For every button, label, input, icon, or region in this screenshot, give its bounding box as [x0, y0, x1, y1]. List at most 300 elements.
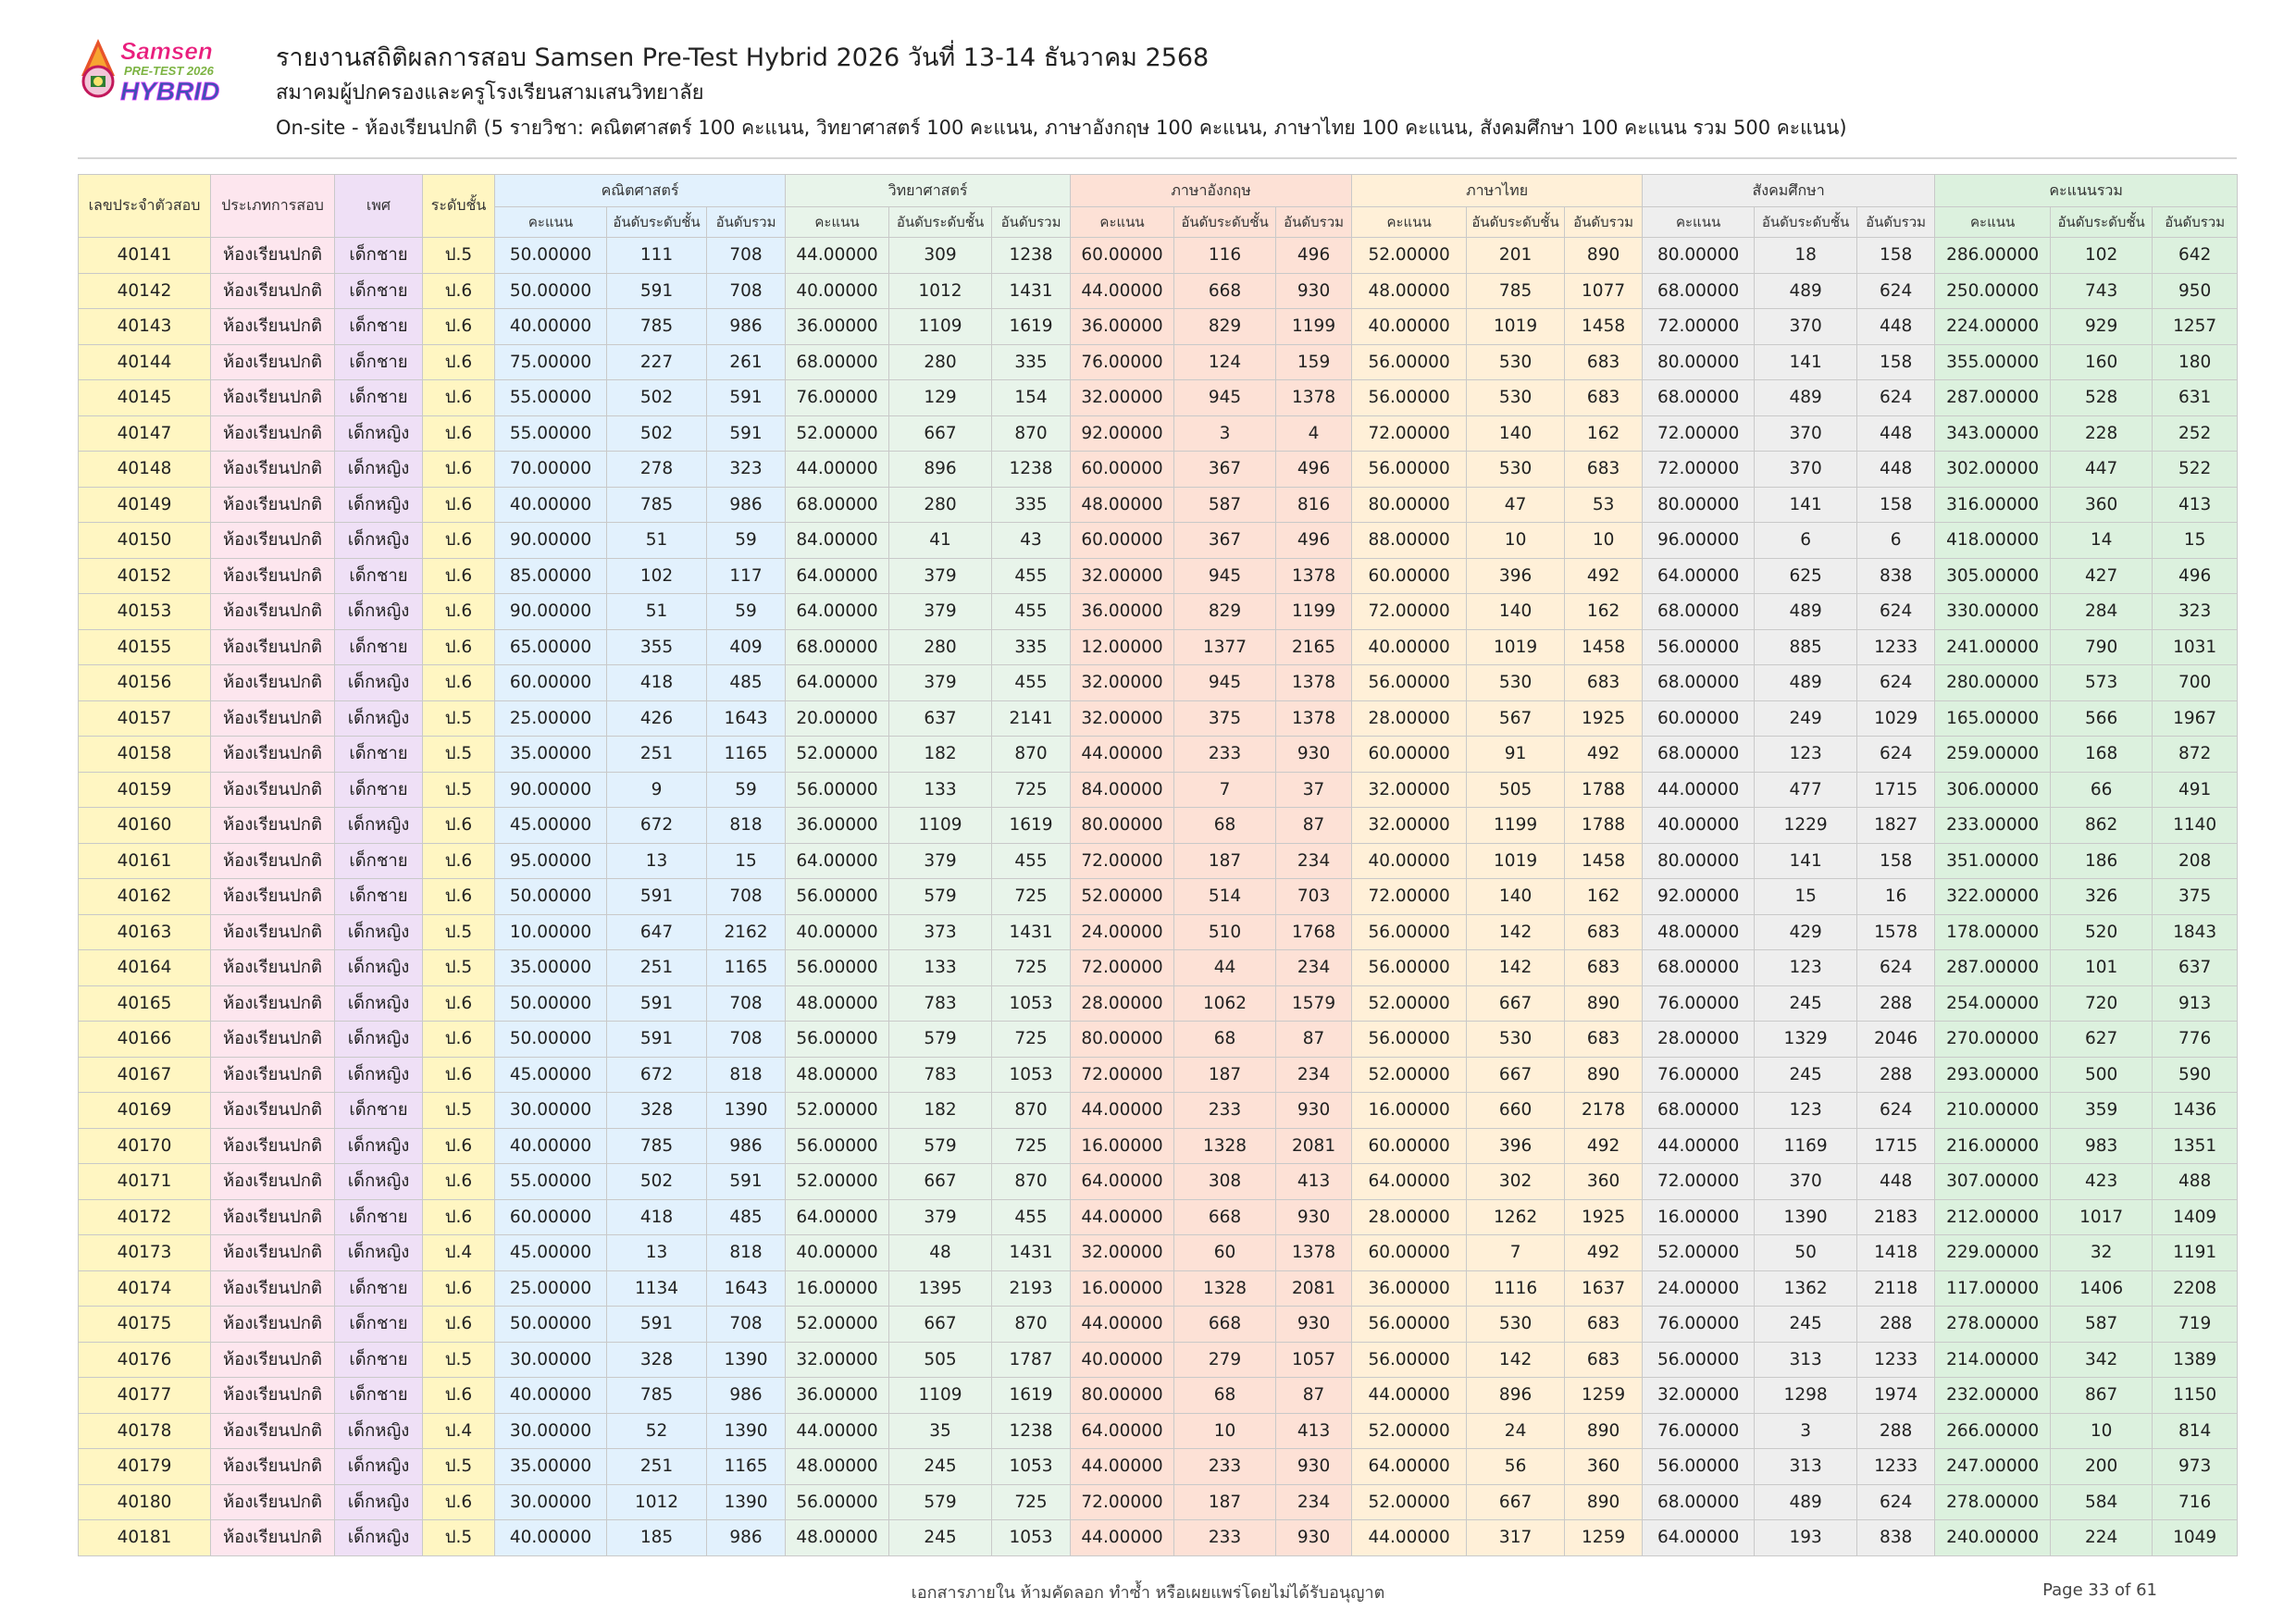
- cell-thai-grade-rank: 140: [1467, 594, 1565, 630]
- cell-social-grade-rank: 489: [1755, 380, 1857, 416]
- cell-social-grade-rank: 489: [1755, 1484, 1857, 1520]
- cell-grade-level: ป.5: [423, 772, 495, 808]
- cell-science-grade-rank: 1109: [889, 808, 992, 844]
- cell-english-overall-rank: 1579: [1276, 985, 1352, 1022]
- cell-exam-type: ห้องเรียนปกติ: [211, 344, 335, 380]
- cell-math-overall-rank: 708: [707, 879, 786, 915]
- cell-math-score: 50.00000: [495, 273, 607, 309]
- cell-exam-id: 40148: [79, 452, 211, 488]
- cell-thai-score: 60.00000: [1352, 1128, 1467, 1164]
- cell-english-score: 60.00000: [1071, 452, 1174, 488]
- cell-thai-overall-rank: 360: [1565, 1449, 1643, 1485]
- cell-science-overall-rank: 2193: [992, 1270, 1071, 1307]
- cell-thai-grade-rank: 1262: [1467, 1199, 1565, 1235]
- cell-math-score: 55.00000: [495, 415, 607, 452]
- cell-thai-score: 56.00000: [1352, 1307, 1467, 1343]
- cell-math-score: 40.00000: [495, 1378, 607, 1414]
- cell-science-grade-rank: 309: [889, 238, 992, 274]
- cell-total-score: 165.00000: [1935, 700, 2051, 737]
- cell-gender: เด็กหญิง: [335, 1022, 423, 1058]
- cell-exam-id: 40180: [79, 1484, 211, 1520]
- cell-social-score: 68.00000: [1643, 594, 1755, 630]
- cell-english-overall-rank: 413: [1276, 1164, 1352, 1200]
- cell-social-grade-rank: 245: [1755, 1057, 1857, 1093]
- cell-total-overall-rank: 1436: [2153, 1093, 2238, 1129]
- cell-science-score: 52.00000: [786, 737, 889, 773]
- table-row: [79, 238, 2238, 274]
- cell-social-grade-rank: 249: [1755, 700, 1857, 737]
- cell-thai-overall-rank: 683: [1565, 665, 1643, 701]
- cell-grade-level: ป.5: [423, 700, 495, 737]
- cell-math-score: 50.00000: [495, 985, 607, 1022]
- cell-total-grade-rank: 566: [2051, 700, 2153, 737]
- cell-social-overall-rank: 448: [1857, 452, 1935, 488]
- cell-social-grade-rank: 489: [1755, 594, 1857, 630]
- cell-english-score: 32.00000: [1071, 380, 1174, 416]
- cell-total-overall-rank: 1031: [2153, 629, 2238, 665]
- cell-math-grade-rank: 251: [607, 1449, 707, 1485]
- cell-science-grade-rank: 182: [889, 737, 992, 773]
- cell-social-score: 56.00000: [1643, 1342, 1755, 1378]
- cell-science-score: 36.00000: [786, 309, 889, 345]
- cell-english-overall-rank: 930: [1276, 1093, 1352, 1129]
- cell-exam-type: ห้องเรียนปกติ: [211, 629, 335, 665]
- cell-math-overall-rank: 1165: [707, 950, 786, 986]
- cell-social-overall-rank: 1827: [1857, 808, 1935, 844]
- cell-social-score: 92.00000: [1643, 879, 1755, 915]
- cell-math-grade-rank: 502: [607, 415, 707, 452]
- cell-english-grade-rank: 1377: [1174, 629, 1276, 665]
- cell-exam-id: 40142: [79, 273, 211, 309]
- cell-math-overall-rank: 15: [707, 843, 786, 879]
- cell-gender: เด็กชาย: [335, 629, 423, 665]
- cell-science-grade-rank: 133: [889, 950, 992, 986]
- cell-exam-id: 40169: [79, 1093, 211, 1129]
- cell-social-grade-rank: 370: [1755, 452, 1857, 488]
- cell-exam-id: 40170: [79, 1128, 211, 1164]
- cell-math-grade-rank: 785: [607, 487, 707, 523]
- cell-thai-overall-rank: 683: [1565, 380, 1643, 416]
- cell-total-grade-rank: 447: [2051, 452, 2153, 488]
- cell-math-grade-rank: 591: [607, 1022, 707, 1058]
- report-title: รายงานสถิติผลการสอบ Samsen Pre-Test Hybrid 2026 วันที่ 13-14 ธันวาคม 2568: [276, 43, 1210, 72]
- cell-social-score: 44.00000: [1643, 772, 1755, 808]
- cell-math-grade-rank: 355: [607, 629, 707, 665]
- cell-english-grade-rank: 308: [1174, 1164, 1276, 1200]
- cell-science-score: 52.00000: [786, 415, 889, 452]
- cell-math-grade-rank: 785: [607, 1128, 707, 1164]
- cell-thai-grade-rank: 530: [1467, 452, 1565, 488]
- cell-gender: เด็กหญิง: [335, 985, 423, 1022]
- cell-science-score: 48.00000: [786, 1057, 889, 1093]
- cell-total-overall-rank: 488: [2153, 1164, 2238, 1200]
- cell-grade-level: ป.6: [423, 344, 495, 380]
- cell-thai-grade-rank: 530: [1467, 1307, 1565, 1343]
- cell-exam-id: 40147: [79, 415, 211, 452]
- cell-thai-score: 28.00000: [1352, 700, 1467, 737]
- cell-math-score: 90.00000: [495, 772, 607, 808]
- cell-grade-level: ป.5: [423, 1449, 495, 1485]
- cell-science-grade-rank: 505: [889, 1342, 992, 1378]
- cell-english-score: 92.00000: [1071, 415, 1174, 452]
- cell-total-overall-rank: 1257: [2153, 309, 2238, 345]
- cell-science-score: 56.00000: [786, 1484, 889, 1520]
- cell-total-grade-rank: 326: [2051, 879, 2153, 915]
- cell-math-overall-rank: 1390: [707, 1342, 786, 1378]
- subheader-english-grade-rank: อันดับระดับชั้น: [1174, 207, 1276, 238]
- cell-total-grade-rank: 14: [2051, 523, 2153, 559]
- cell-total-score: 270.00000: [1935, 1022, 2051, 1058]
- cell-english-overall-rank: 930: [1276, 1449, 1352, 1485]
- cell-science-score: 64.00000: [786, 843, 889, 879]
- cell-thai-score: 56.00000: [1352, 344, 1467, 380]
- cell-math-grade-rank: 251: [607, 737, 707, 773]
- cell-exam-type: ห้องเรียนปกติ: [211, 415, 335, 452]
- cell-exam-id: 40177: [79, 1378, 211, 1414]
- cell-thai-grade-rank: 1019: [1467, 309, 1565, 345]
- table-row: [79, 452, 2238, 488]
- cell-exam-id: 40166: [79, 1022, 211, 1058]
- cell-math-grade-rank: 9: [607, 772, 707, 808]
- cell-math-grade-rank: 51: [607, 523, 707, 559]
- cell-gender: เด็กหญิง: [335, 1449, 423, 1485]
- cell-exam-id: 40158: [79, 737, 211, 773]
- cell-exam-id: 40157: [79, 700, 211, 737]
- cell-science-grade-rank: 579: [889, 879, 992, 915]
- cell-total-overall-rank: 2208: [2153, 1270, 2238, 1307]
- cell-exam-id: 40141: [79, 238, 211, 274]
- cell-thai-grade-rank: 140: [1467, 415, 1565, 452]
- cell-english-grade-rank: 668: [1174, 1199, 1276, 1235]
- cell-total-overall-rank: 590: [2153, 1057, 2238, 1093]
- cell-exam-type: ห้องเรียนปกติ: [211, 665, 335, 701]
- cell-thai-grade-rank: 201: [1467, 238, 1565, 274]
- cell-english-overall-rank: 2081: [1276, 1128, 1352, 1164]
- table-row: [79, 772, 2238, 808]
- cell-english-grade-rank: 44: [1174, 950, 1276, 986]
- cell-exam-type: ห้องเรียนปกติ: [211, 950, 335, 986]
- cell-social-overall-rank: 1233: [1857, 629, 1935, 665]
- cell-english-score: 28.00000: [1071, 985, 1174, 1022]
- cell-math-grade-rank: 785: [607, 309, 707, 345]
- cell-english-overall-rank: 234: [1276, 1057, 1352, 1093]
- cell-grade-level: ป.6: [423, 523, 495, 559]
- cell-grade-level: ป.6: [423, 380, 495, 416]
- cell-exam-id: 40179: [79, 1449, 211, 1485]
- cell-total-score: 240.00000: [1935, 1520, 2051, 1556]
- cell-gender: เด็กหญิง: [335, 1235, 423, 1271]
- cell-english-overall-rank: 234: [1276, 843, 1352, 879]
- cell-english-grade-rank: 1328: [1174, 1128, 1276, 1164]
- cell-gender: เด็กหญิง: [335, 1484, 423, 1520]
- cell-total-score: 418.00000: [1935, 523, 2051, 559]
- cell-social-overall-rank: 838: [1857, 558, 1935, 594]
- cell-math-grade-rank: 328: [607, 1342, 707, 1378]
- cell-grade-level: ป.6: [423, 1378, 495, 1414]
- cell-math-overall-rank: 708: [707, 238, 786, 274]
- cell-total-overall-rank: 631: [2153, 380, 2238, 416]
- cell-exam-id: 40153: [79, 594, 211, 630]
- cell-gender: เด็กชาย: [335, 1307, 423, 1343]
- cell-total-overall-rank: 1409: [2153, 1199, 2238, 1235]
- cell-social-overall-rank: 838: [1857, 1520, 1935, 1556]
- cell-math-score: 50.00000: [495, 1022, 607, 1058]
- cell-english-grade-rank: 945: [1174, 380, 1276, 416]
- cell-math-grade-rank: 111: [607, 238, 707, 274]
- cell-total-score: 306.00000: [1935, 772, 2051, 808]
- cell-science-grade-rank: 48: [889, 1235, 992, 1271]
- cell-math-score: 85.00000: [495, 558, 607, 594]
- cell-gender: เด็กชาย: [335, 380, 423, 416]
- cell-exam-type: ห้องเรียนปกติ: [211, 1270, 335, 1307]
- cell-social-overall-rank: 448: [1857, 309, 1935, 345]
- subheader-social-grade-rank: อันดับระดับชั้น: [1755, 207, 1857, 238]
- cell-science-score: 48.00000: [786, 985, 889, 1022]
- cell-thai-score: 64.00000: [1352, 1164, 1467, 1200]
- cell-english-score: 44.00000: [1071, 737, 1174, 773]
- cell-science-grade-rank: 667: [889, 415, 992, 452]
- cell-total-grade-rank: 32: [2051, 1235, 2153, 1271]
- cell-science-score: 36.00000: [786, 1378, 889, 1414]
- table-row: [79, 808, 2238, 844]
- cell-math-score: 95.00000: [495, 843, 607, 879]
- cell-english-overall-rank: 1378: [1276, 700, 1352, 737]
- cell-math-grade-rank: 1134: [607, 1270, 707, 1307]
- cell-exam-id: 40171: [79, 1164, 211, 1200]
- cell-science-score: 64.00000: [786, 1199, 889, 1235]
- cell-english-score: 44.00000: [1071, 1199, 1174, 1235]
- cell-science-grade-rank: 1395: [889, 1270, 992, 1307]
- cell-total-score: 316.00000: [1935, 487, 2051, 523]
- cell-english-grade-rank: 3: [1174, 415, 1276, 452]
- cell-grade-level: ป.5: [423, 238, 495, 274]
- cell-science-overall-rank: 455: [992, 843, 1071, 879]
- cell-science-score: 48.00000: [786, 1520, 889, 1556]
- cell-thai-overall-rank: 683: [1565, 1342, 1643, 1378]
- cell-exam-type: ห้องเรียนปกติ: [211, 380, 335, 416]
- cell-science-score: 48.00000: [786, 1449, 889, 1485]
- cell-thai-score: 88.00000: [1352, 523, 1467, 559]
- cell-total-score: 278.00000: [1935, 1484, 2051, 1520]
- cell-thai-grade-rank: 396: [1467, 558, 1565, 594]
- cell-math-score: 50.00000: [495, 238, 607, 274]
- cell-math-score: 35.00000: [495, 1449, 607, 1485]
- header-exam-id: เลขประจำตัวสอบ: [79, 175, 211, 238]
- cell-exam-type: ห้องเรียนปกติ: [211, 1449, 335, 1485]
- table-row: [79, 380, 2238, 416]
- cell-math-grade-rank: 647: [607, 914, 707, 950]
- cell-social-grade-rank: 18: [1755, 238, 1857, 274]
- cell-total-overall-rank: 637: [2153, 950, 2238, 986]
- cell-english-overall-rank: 1199: [1276, 309, 1352, 345]
- cell-total-overall-rank: 1049: [2153, 1520, 2238, 1556]
- cell-gender: เด็กชาย: [335, 238, 423, 274]
- cell-english-grade-rank: 7: [1174, 772, 1276, 808]
- cell-math-overall-rank: 591: [707, 380, 786, 416]
- cell-science-score: 44.00000: [786, 1413, 889, 1449]
- cell-math-score: 55.00000: [495, 380, 607, 416]
- cell-math-overall-rank: 261: [707, 344, 786, 380]
- subheader-thai-score: คะแนน: [1352, 207, 1467, 238]
- cell-thai-overall-rank: 890: [1565, 1413, 1643, 1449]
- cell-english-overall-rank: 87: [1276, 1022, 1352, 1058]
- cell-thai-score: 56.00000: [1352, 380, 1467, 416]
- cell-english-overall-rank: 496: [1276, 452, 1352, 488]
- cell-math-overall-rank: 708: [707, 985, 786, 1022]
- cell-social-score: 60.00000: [1643, 700, 1755, 737]
- cell-science-overall-rank: 1619: [992, 808, 1071, 844]
- cell-social-overall-rank: 1974: [1857, 1378, 1935, 1414]
- cell-science-overall-rank: 870: [992, 737, 1071, 773]
- cell-science-overall-rank: 1053: [992, 1520, 1071, 1556]
- table-row: [79, 1449, 2238, 1485]
- header-grade-level: ระดับชั้น: [423, 175, 495, 238]
- cell-thai-grade-rank: 530: [1467, 380, 1565, 416]
- cell-thai-score: 56.00000: [1352, 665, 1467, 701]
- cell-social-grade-rank: 6: [1755, 523, 1857, 559]
- cell-total-score: 307.00000: [1935, 1164, 2051, 1200]
- cell-english-overall-rank: 234: [1276, 1484, 1352, 1520]
- cell-social-score: 80.00000: [1643, 487, 1755, 523]
- cell-english-overall-rank: 1199: [1276, 594, 1352, 630]
- cell-english-score: 72.00000: [1071, 950, 1174, 986]
- cell-science-overall-rank: 870: [992, 1164, 1071, 1200]
- cell-english-overall-rank: 4: [1276, 415, 1352, 452]
- cell-total-grade-rank: 359: [2051, 1093, 2153, 1129]
- cell-gender: เด็กชาย: [335, 1093, 423, 1129]
- cell-english-score: 80.00000: [1071, 808, 1174, 844]
- cell-gender: เด็กชาย: [335, 737, 423, 773]
- cell-science-score: 40.00000: [786, 1235, 889, 1271]
- cell-social-overall-rank: 624: [1857, 665, 1935, 701]
- cell-exam-type: ห้องเรียนปกติ: [211, 1199, 335, 1235]
- cell-exam-id: 40173: [79, 1235, 211, 1271]
- cell-exam-type: ห้องเรียนปกติ: [211, 914, 335, 950]
- cell-science-grade-rank: 373: [889, 914, 992, 950]
- cell-science-grade-rank: 1012: [889, 273, 992, 309]
- cell-science-overall-rank: 1238: [992, 452, 1071, 488]
- cell-total-grade-rank: 1406: [2051, 1270, 2153, 1307]
- cell-thai-grade-rank: 530: [1467, 344, 1565, 380]
- cell-math-grade-rank: 591: [607, 879, 707, 915]
- cell-english-score: 44.00000: [1071, 1449, 1174, 1485]
- cell-science-grade-rank: 1109: [889, 309, 992, 345]
- cell-total-grade-rank: 587: [2051, 1307, 2153, 1343]
- cell-math-grade-rank: 52: [607, 1413, 707, 1449]
- cell-english-grade-rank: 116: [1174, 238, 1276, 274]
- cell-thai-score: 52.00000: [1352, 1413, 1467, 1449]
- cell-social-grade-rank: 123: [1755, 737, 1857, 773]
- cell-social-overall-rank: 1233: [1857, 1342, 1935, 1378]
- cell-total-grade-rank: 1017: [2051, 1199, 2153, 1235]
- cell-exam-id: 40172: [79, 1199, 211, 1235]
- cell-science-grade-rank: 379: [889, 665, 992, 701]
- cell-gender: เด็กชาย: [335, 273, 423, 309]
- cell-science-score: 68.00000: [786, 487, 889, 523]
- cell-exam-id: 40152: [79, 558, 211, 594]
- cell-exam-type: ห้องเรียนปกติ: [211, 1307, 335, 1343]
- cell-total-overall-rank: 522: [2153, 452, 2238, 488]
- cell-exam-type: ห้องเรียนปกติ: [211, 1378, 335, 1414]
- cell-english-grade-rank: 233: [1174, 1520, 1276, 1556]
- cell-science-score: 64.00000: [786, 594, 889, 630]
- cell-english-grade-rank: 233: [1174, 1449, 1276, 1485]
- cell-total-overall-rank: 208: [2153, 843, 2238, 879]
- cell-total-overall-rank: 700: [2153, 665, 2238, 701]
- cell-thai-score: 64.00000: [1352, 1449, 1467, 1485]
- cell-english-grade-rank: 668: [1174, 1307, 1276, 1343]
- cell-exam-type: ห้องเรียนปกติ: [211, 843, 335, 879]
- cell-social-grade-rank: 625: [1755, 558, 1857, 594]
- cell-total-grade-rank: 743: [2051, 273, 2153, 309]
- cell-social-overall-rank: 2183: [1857, 1199, 1935, 1235]
- cell-science-overall-rank: 335: [992, 487, 1071, 523]
- cell-math-overall-rank: 986: [707, 1128, 786, 1164]
- cell-english-grade-rank: 68: [1174, 1022, 1276, 1058]
- cell-social-overall-rank: 624: [1857, 380, 1935, 416]
- cell-total-overall-rank: 496: [2153, 558, 2238, 594]
- table-row: [79, 985, 2238, 1022]
- cell-total-grade-rank: 168: [2051, 737, 2153, 773]
- cell-thai-overall-rank: 1925: [1565, 700, 1643, 737]
- table-row: [79, 700, 2238, 737]
- cell-social-score: 32.00000: [1643, 1378, 1755, 1414]
- cell-thai-score: 32.00000: [1352, 772, 1467, 808]
- cell-english-score: 64.00000: [1071, 1413, 1174, 1449]
- cell-thai-grade-rank: 302: [1467, 1164, 1565, 1200]
- cell-math-overall-rank: 986: [707, 1378, 786, 1414]
- cell-english-score: 32.00000: [1071, 665, 1174, 701]
- cell-total-overall-rank: 776: [2153, 1022, 2238, 1058]
- cell-science-score: 40.00000: [786, 914, 889, 950]
- cell-total-grade-rank: 862: [2051, 808, 2153, 844]
- cell-english-score: 12.00000: [1071, 629, 1174, 665]
- cell-math-score: 65.00000: [495, 629, 607, 665]
- cell-total-score: 212.00000: [1935, 1199, 2051, 1235]
- cell-social-grade-rank: 313: [1755, 1342, 1857, 1378]
- cell-science-overall-rank: 43: [992, 523, 1071, 559]
- cell-math-grade-rank: 13: [607, 843, 707, 879]
- cell-math-score: 45.00000: [495, 1235, 607, 1271]
- cell-exam-type: ห้องเรียนปกติ: [211, 594, 335, 630]
- cell-english-grade-rank: 60: [1174, 1235, 1276, 1271]
- cell-total-score: 330.00000: [1935, 594, 2051, 630]
- cell-total-score: 286.00000: [1935, 238, 2051, 274]
- cell-math-grade-rank: 785: [607, 1378, 707, 1414]
- cell-total-score: 224.00000: [1935, 309, 2051, 345]
- cell-gender: เด็กชาย: [335, 344, 423, 380]
- cell-english-score: 84.00000: [1071, 772, 1174, 808]
- cell-math-score: 30.00000: [495, 1342, 607, 1378]
- cell-english-score: 36.00000: [1071, 309, 1174, 345]
- cell-english-score: 64.00000: [1071, 1164, 1174, 1200]
- cell-total-score: 278.00000: [1935, 1307, 2051, 1343]
- cell-science-grade-rank: 129: [889, 380, 992, 416]
- cell-total-score: 254.00000: [1935, 985, 2051, 1022]
- cell-math-score: 25.00000: [495, 1270, 607, 1307]
- cell-thai-overall-rank: 683: [1565, 344, 1643, 380]
- cell-total-grade-rank: 528: [2051, 380, 2153, 416]
- cell-science-score: 52.00000: [786, 1093, 889, 1129]
- cell-thai-score: 56.00000: [1352, 914, 1467, 950]
- table-row: [79, 879, 2238, 915]
- samsen-hybrid-logo: [78, 33, 249, 107]
- cell-social-overall-rank: 1715: [1857, 772, 1935, 808]
- table-row: [79, 665, 2238, 701]
- cell-math-score: 90.00000: [495, 594, 607, 630]
- cell-math-score: 40.00000: [495, 309, 607, 345]
- cell-thai-overall-rank: 683: [1565, 1307, 1643, 1343]
